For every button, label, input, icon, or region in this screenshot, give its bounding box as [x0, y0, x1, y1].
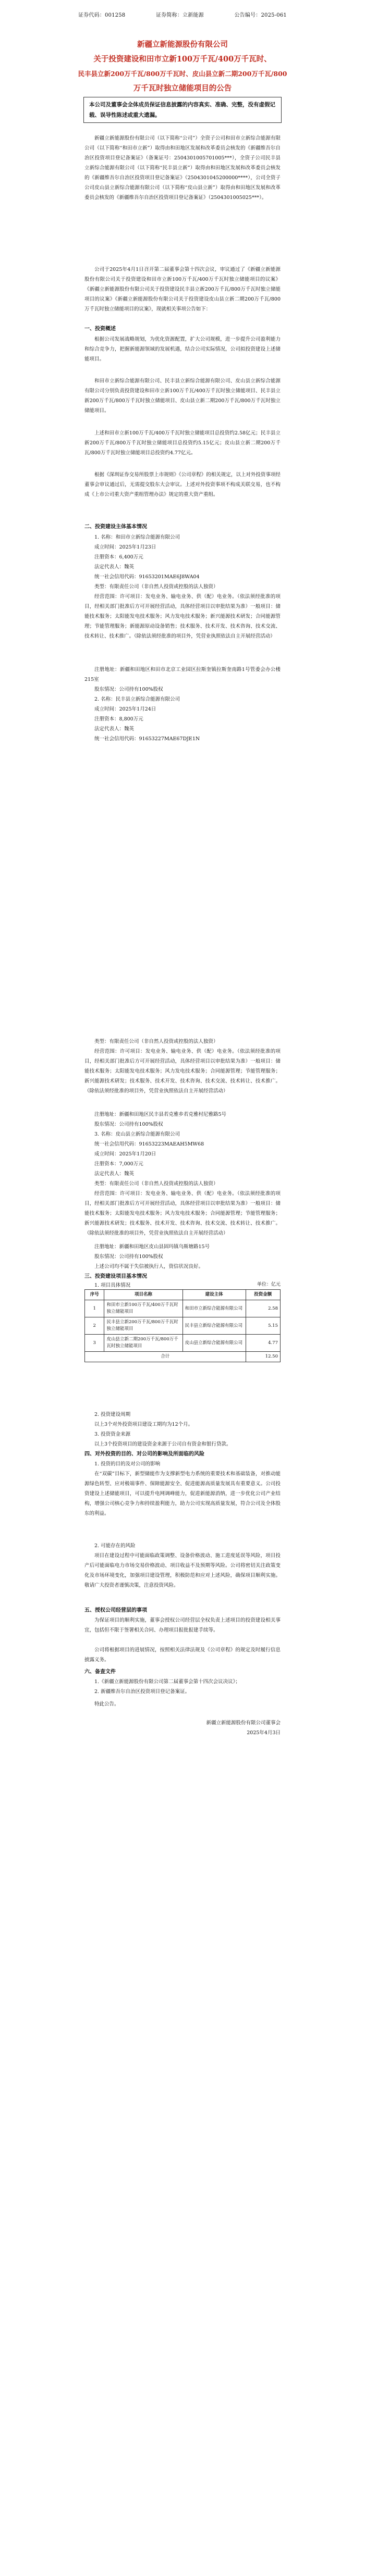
company-1-credit-code: 统一社会信用代码：91653201MAE6J8WA04	[94, 574, 200, 580]
company-2-credit-code: 统一社会信用代码：91653227MAE67DJE1N	[94, 736, 200, 742]
company-1-type: 类型：有限责任公司（非自然人投资或控股的法人独资）	[94, 584, 218, 590]
company-3-shareholding: 股东情况：公司持有100%股权	[94, 1254, 163, 1260]
title-line-2: 民丰县立新200万千瓦/800万千瓦时、皮山县立新二期200万千瓦/800	[78, 70, 287, 78]
company-3-legal-rep: 法定代表人：魏英	[94, 1171, 135, 1177]
section-5-paragraph-1: 为保证项目的顺利实施，董事会授权公司经营层全权负责上述项目的投资建设相关事宜，包括但不限于签署相关合同、办理项目报批报建手续等。	[84, 1617, 281, 1633]
company-1-founded: 成立时间：2025年1月23日	[94, 544, 156, 550]
construction-period-title: 2. 投资建设周期	[94, 1412, 131, 1417]
company-2-founded: 成立时间：2025年1月24日	[94, 706, 156, 712]
company-1-address: 注册地址：新疆和田地区和田市北京工业园区拉斯奎镇拉斯奎南路1号管委会办公楼215室	[84, 667, 281, 682]
table-header-row	[85, 1290, 281, 1300]
table-row	[85, 1335, 281, 1352]
company-3-type: 类型：有限责任公司（非自然人投资或控股的法人独资）	[94, 1181, 218, 1187]
stock-abbr: 证券简称：立新能源	[156, 13, 204, 18]
section-3-title: 三、投资建设项目基本情况	[84, 1274, 147, 1279]
disclosure-notice-box: 本公司及董事会全体成员保证信息披露的内容真实、准确、完整，没有虚假记载、误导性陈述或重大遗漏。	[83, 97, 282, 123]
section-4-subtitle-2: 2. 可能存在的风险	[94, 1543, 136, 1549]
funding-source-title: 3. 投资资金来源	[94, 1432, 131, 1437]
table-cell: 3	[85, 1335, 104, 1352]
title-line-3: 万千瓦时独立储能项目的公告	[133, 84, 232, 93]
table-total-value: 12.50	[246, 1352, 280, 1362]
companies-credit-statement: 上述公司均不属于失信被执行人，资信状况良好。	[94, 1264, 204, 1270]
section-2-title: 二、投资建设主体基本情况	[84, 524, 147, 530]
section-6-title: 六、备查文件	[84, 1669, 116, 1675]
table-header-cell: 建设主体	[182, 1290, 246, 1300]
company-2-legal-rep: 法定代表人：魏英	[94, 726, 135, 732]
company-1-capital: 注册资本：6,400万元	[94, 554, 143, 560]
table-cell: 皮山县立新综合能源有限公司	[182, 1335, 246, 1352]
signature-organization: 新疆立新能源股份有限公司董事会	[206, 1720, 281, 1726]
announcement-number: 公告编号：2025-061	[234, 13, 287, 18]
company-3-founded: 成立时间：2025年1月20日	[94, 1151, 156, 1157]
funding-source-text: 以上3个投资项目的建设资金来源于公司自有资金和银行贷款。	[94, 1441, 232, 1447]
header-line	[78, 10, 287, 18]
table-cell: 和田市立新100万千瓦/400万千瓦时独立储能项目	[104, 1300, 182, 1317]
table-cell: 2.58	[246, 1300, 280, 1317]
table-cell: 皮山县立新二期200万千瓦/800万千瓦时独立储能项目	[104, 1335, 182, 1352]
section-1-paragraph-1: 根据公司发展战略规划，为优化资源配置，扩大公司规模，进一步提升公司盈利能力和综合竞争力，把握新能源领域的发展机遇，结合公司实际情况，公司拟投资建设上述储能项目。	[84, 337, 281, 362]
table-cell: 5.15	[246, 1317, 280, 1335]
company-3-name: 3. 名称：皮山县立新综合能源有限公司	[94, 1131, 180, 1137]
table-row	[85, 1300, 281, 1317]
company-3-credit-code: 统一社会信用代码：91653223MAEAH5MW68	[94, 1141, 204, 1147]
table-cell: 1	[85, 1300, 104, 1317]
section-1-title: 一、投资概述	[84, 326, 116, 332]
company-1-business-scope: 经营范围：许可项目：发电业务、输电业务、供（配）电业务。（依法须经批准的项目，经相关部门批准后方可开展经营活动，具体经营项目以审批结果为准）一般项目：储能技术服务；太阳能发电技术服务；风力发电技术服务；新兴能源技术研发；合同能源管理；节能管理服务；新能源原动设备销售；技术服务、技术开发、技术咨询、技术交流、技术转让、技术推广。（除依法须经批准的项目外，凭营业执照依法自主开展经营活动）	[84, 594, 281, 639]
reference-document-1: 1.《新疆立新能源股份有限公司第二届董事会第十四次会议决议》；	[94, 1679, 240, 1685]
table-cell: 民丰县立新综合能源有限公司	[182, 1317, 246, 1335]
section-5-paragraph-2: 公司将根据项目的进展情况，按照相关法律法规及《公司章程》的规定及时履行信息披露义务。	[84, 1647, 281, 1663]
signature-date: 2025年4月3日	[247, 1730, 281, 1736]
table-row	[85, 1317, 281, 1335]
table-cell: 民丰县立新200万千瓦/800万千瓦时独立储能项目	[104, 1317, 182, 1335]
investment-table	[84, 1289, 281, 1362]
construction-period-text: 以上3个对外投资项目建设工期均为12个月。	[94, 1422, 193, 1427]
company-2-address: 注册地址：新疆和田地区民丰县若克雅乡若克雅村尼雅路5号	[94, 1112, 227, 1117]
company-2-type: 类型：有限责任公司（非自然人投资或控股的法人独资）	[94, 1039, 218, 1044]
intro-paragraph-2: 公司于2025年4月1日召开第二届董事会第十四次会议，审议通过了《新疆立新能源股份有限公司关于投资建设和田市立新100万千瓦/400万千瓦时独立储能项目的议案》《新疆立新能源股份有限公司关于投资建设民丰县立新200万千瓦/800万千瓦时独立储能项目的议案》《新疆立新能源股份有限公司关于投资建设皮山县立新二期200万千瓦/800万千瓦时独立储能项目的议案》，现就相关事项公告如下：	[84, 267, 281, 312]
company-2-business-scope: 经营范围：许可项目：发电业务、输电业务、供（配）电业务。（依法须经批准的项目，经相关部门批准后方可开展经营活动，具体经营项目以审批结果为准）一般项目：储能技术服务；太阳能发电技术服务；风力发电技术服务；合同能源管理；节能管理服务；新兴能源技术研发；技术服务、技术开发、技术咨询、技术交流、技术转让、技术推广。（除依法须经批准的项目外，凭营业执照依法自主开展经营活动）	[84, 1049, 281, 1094]
table-header-cell: 序号	[85, 1290, 104, 1300]
section-1-paragraph-3: 上述和田市立新100万千瓦/400万千瓦时独立储能项目总投资约2.58亿元；民丰县立新200万千瓦/800万千瓦时独立储能项目总投资约5.15亿元；皮山县立新二期200万千瓦/800万千瓦时独立储能项目总投资约4.77亿元。	[84, 430, 281, 456]
table-cell: 和田市立新综合能源有限公司	[182, 1300, 246, 1317]
section-3-subtitle: 1. 项目具体情况	[94, 1283, 131, 1288]
company-2-capital: 注册资本：8,800万元	[94, 716, 143, 722]
title-line-1: 关于投资建设和田市立新100万千瓦/400万千瓦时、	[93, 55, 272, 64]
table-cell: 2	[85, 1317, 104, 1335]
company-1-legal-rep: 法定代表人：魏英	[94, 564, 135, 570]
table-header-cell: 投资金额	[246, 1290, 280, 1300]
section-4-subtitle-1: 1. 投资的目的及对公司的影响	[94, 1461, 161, 1467]
section-4-paragraph-1: 在“双碳”目标下，新型储能作为支撑新型电力系统的重要技术和基础装备，对推动能源绿色转型、应对极端事件、保障能源安全、促进能源高质量发展具有重要意义。公司投资建设上述储能项目，可以提升电网调峰能力，促进新能源消纳，进一步优化公司产业结构，增强公司核心竞争力和持续盈利能力，助力公司实现高质量发展，符合公司及全体股东的利益。	[84, 1471, 281, 1516]
table-header-cell: 项目名称	[104, 1290, 182, 1300]
title-block	[63, 38, 302, 96]
company-2-name: 2. 名称：民丰县立新综合能源有限公司	[94, 696, 180, 702]
company-3-business-scope: 经营范围：许可项目：发电业务、输电业务、供（配）电业务。（依法须经批准的项目，经相关部门批准后方可开展经营活动，具体经营项目以审批结果为准）一般项目：储能技术服务；太阳能发电技术服务；风力发电技术服务；合同能源管理；节能管理服务；新兴能源技术研发；技术服务、技术开发、技术咨询、技术交流、技术转让、技术推广。（除依法须经批准的项目外，凭营业执照依法自主开展经营活动）	[84, 1191, 281, 1236]
reference-document-2: 2. 新疆维吾尔自治区投资项目登记备案证。	[94, 1689, 190, 1695]
section-4-title: 四、对外投资的目的、对公司的影响及所面临的风险	[84, 1451, 204, 1457]
section-1-paragraph-2: 和田市立新综合能源有限公司、民丰县立新综合能源有限公司、皮山县立新综合能源有限公司分别负责投资建设和田市立新100万千瓦/400万千瓦时独立储能项目、民丰县立新200万千瓦/800万千瓦时独立储能项目、皮山县立新二期200万千瓦/800万千瓦时独立储能项目。	[84, 378, 281, 414]
table-total-label: 合计	[85, 1352, 246, 1362]
table-unit-note: 单位：亿元	[257, 1282, 281, 1287]
stock-code: 证券代码：001258	[78, 13, 126, 18]
company-1-shareholding: 股东情况：公司持有100%股权	[94, 687, 163, 692]
company-3-capital: 注册资本：7,000万元	[94, 1161, 143, 1167]
section-5-title: 五、授权公司经营层的事项	[84, 1608, 147, 1613]
section-1-paragraph-4: 根据《深圳证券交易所股票上市规则》《公司章程》的相关规定，以上对外投资事项经董事会审议通过后，无需提交股东大会审议。上述对外投资事项不构成关联交易，也不构成《上市公司重大资产重组管理办法》规定的重大资产重组。	[84, 472, 281, 497]
section-4-paragraph-2: 项目在建设过程中可能面临政策调整、设备价格波动、施工进度延误等风险，项目投产后可能面临电力市场交易价格波动、项目收益不及预期等风险。公司将密切关注政策变化及市场环境变化，加强项目建设管理，积极防范和应对上述风险，确保项目顺利实施。敬请广大投资者谨慎决策，注意投资风险。	[84, 1553, 281, 1588]
company-2-shareholding: 股东情况：公司持有100%股权	[94, 1122, 163, 1127]
table-total-row	[85, 1352, 281, 1362]
table-cell: 4.77	[246, 1335, 280, 1352]
intro-paragraph-1: 新疆立新能源股份有限公司（以下简称“公司”）全资子公司和田市立新综合能源有限公司（以下简称“和田市立新”）取得由和田地区发展和改革委员会核发的《新疆维吾尔自治区投资项目登记备案证》（备案证号：2504301005701005***），全资子公司民丰县立新综合能源有限公司（以下简称“民丰县立新”）取得由和田地区发展和改革委员会核发的《新疆维吾尔自治区投资项目登记备案证》（2504301045200000****），公司全资子公司皮山县立新综合能源有限公司（以下简称“皮山县立新”）取得由和田地区发展和改革委员会核发的《新疆维吾尔自治区投资项目登记备案证》（2504301005025***）。	[84, 135, 281, 201]
company-name: 新疆立新能源股份有限公司	[137, 40, 228, 49]
closing-statement: 特此公告。	[94, 1701, 119, 1707]
company-1-name: 1. 名称：和田市立新综合能源有限公司	[94, 534, 180, 540]
company-3-address: 注册地址：新疆和田地区皮山县固玛镇乌斯塘路15号	[94, 1244, 210, 1250]
